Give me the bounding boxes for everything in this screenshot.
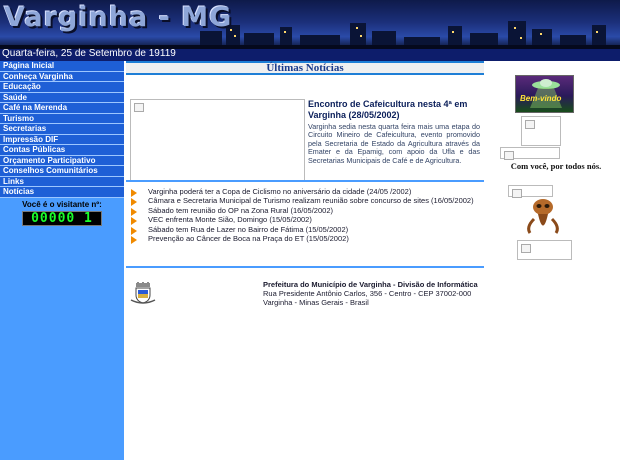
news-link[interactable]: Varginha poderá ter a Copa de Ciclismo no aniversário da cidade (24/05 /2002) [148, 187, 412, 196]
sidebar-item-secretarias[interactable]: Secretarias [0, 124, 124, 135]
ad-image[interactable] [508, 185, 553, 197]
sidebar-item-saude[interactable]: Saúde [0, 93, 124, 104]
sidebar-item-cafe-na-merenda[interactable]: Café na Merenda [0, 103, 124, 114]
divider [126, 180, 484, 182]
bullet-arrow-icon [131, 198, 137, 206]
bullet-arrow-icon [131, 208, 137, 216]
list-item[interactable] [126, 226, 484, 234]
current-date: Quarta-feira, 25 de Setembro de 19119 [2, 48, 176, 59]
sidebar-item-impressao-dif[interactable]: Impressão DIF [0, 135, 124, 146]
section-title: Últimas Notícias [126, 61, 484, 75]
site-title: Varginha - MG [4, 2, 233, 33]
featured-news [126, 75, 484, 179]
broken-image-icon [134, 103, 144, 112]
featured-news-image[interactable] [130, 99, 305, 182]
sidebar-menu [0, 61, 124, 198]
news-link[interactable]: Sábado tem reunião do OP na Zona Rural (16/05/2002) [148, 205, 333, 215]
sidebar-item-turismo[interactable]: Turismo [0, 114, 124, 125]
sidebar-item-links[interactable]: Links [0, 177, 124, 188]
ad-image[interactable] [500, 147, 560, 159]
site-banner [0, 0, 620, 49]
coat-of-arms-icon [130, 282, 156, 304]
divider [126, 266, 484, 268]
sidebar [0, 61, 124, 460]
list-item[interactable] [126, 216, 484, 224]
date-bar [0, 49, 620, 61]
news-link[interactable]: Sábado tem Rua de Lazer no Bairro de Fátima (15/05/2002) [148, 224, 349, 234]
list-item[interactable] [126, 235, 484, 243]
sidebar-item-educacao[interactable]: Educação [0, 82, 124, 93]
news-link[interactable]: Câmara e Secretaria Municipal de Turismo realizam reunião sobre concurso de sites (16/05/2002) [148, 196, 474, 206]
visitor-counter-label: Você é o visitante nº: [22, 199, 102, 209]
welcome-banner-text: Bem-vindo [520, 94, 562, 103]
broken-image-icon [512, 189, 522, 198]
bullet-arrow-icon [131, 217, 137, 225]
main-content [126, 61, 484, 307]
ad-image[interactable] [517, 240, 572, 260]
ad-image[interactable] [521, 116, 561, 146]
bullet-arrow-icon [131, 236, 137, 244]
footer-location: Varginha - Minas Gerais - Brasil [263, 298, 369, 307]
news-link[interactable]: VEC enfrenta Monte Sião, Domingo (15/05/2002) [148, 215, 312, 225]
featured-news-body: Varginha sedia nesta quarta feira mais uma etapa do Circuito Mineiro de Cafeicultura, evento promovido pela Secretaria de Estado da Agricultura através da Emater e da Epamig, com apoio da Ufla e das Secretarias Municipais de Café e de Agricultura. [308, 122, 480, 165]
list-item[interactable] [126, 188, 484, 196]
page-footer [126, 280, 484, 308]
sidebar-item-noticias[interactable]: Notícias [0, 187, 124, 198]
list-item[interactable] [126, 207, 484, 215]
list-item[interactable] [126, 197, 484, 205]
broken-image-icon [521, 244, 531, 253]
broken-image-icon [504, 151, 514, 160]
bullet-arrow-icon [131, 227, 137, 235]
sidebar-item-orcamento-participativo[interactable]: Orçamento Participativo [0, 156, 124, 167]
news-list [126, 188, 484, 244]
visitor-counter: 00000 1 [22, 211, 102, 226]
footer-address: Rua Presidente Antônio Carlos, 356 - Centro - CEP 37002-000 [263, 289, 472, 298]
footer-org-name: Prefeitura do Município de Varginha - Divisão de Informática [263, 280, 478, 289]
welcome-banner-image[interactable] [515, 75, 574, 113]
bullet-arrow-icon [131, 189, 137, 197]
news-link[interactable]: Prevenção ao Câncer de Boca na Praça do ET (15/05/2002) [148, 234, 349, 244]
sidebar-item-contas-publicas[interactable]: Contas Públicas [0, 145, 124, 156]
sidebar-item-conselhos-comunitarios[interactable]: Conselhos Comunitários [0, 166, 124, 177]
broken-image-icon [525, 120, 535, 129]
sidebar-item-conheca-varginha[interactable]: Conheça Varginha [0, 72, 124, 83]
tagline: Com você, por todos nós. [510, 161, 602, 171]
sidebar-item-pagina-inicial[interactable]: Página Inicial [0, 61, 124, 72]
featured-news-headline[interactable]: Encontro de Cafeicultura nesta 4ª em Varginha (28/05/2002) [308, 99, 468, 120]
et-figure-image[interactable] [522, 197, 564, 237]
